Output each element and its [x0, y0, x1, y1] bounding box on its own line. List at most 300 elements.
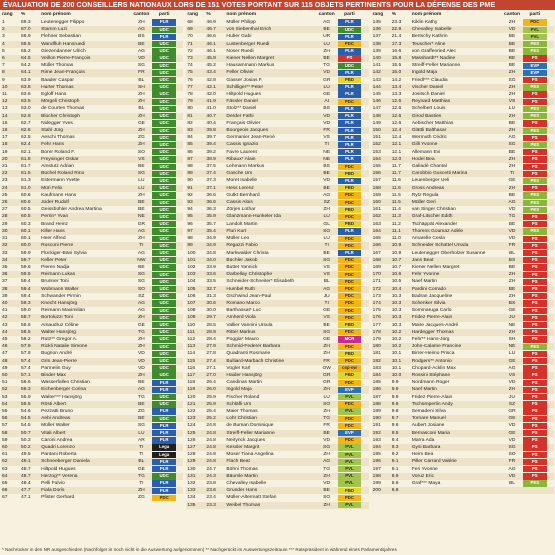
percent-cell: 36.3	[206, 207, 216, 213]
party-badge: PS	[523, 380, 547, 386]
party-badge: UDC	[152, 135, 176, 141]
percent-cell: 46.7	[206, 27, 216, 33]
canton-cell: ZH	[508, 185, 516, 191]
name-cell: Gross Andreas	[411, 185, 445, 191]
party-cell	[338, 206, 362, 213]
canton-cell: LU	[323, 394, 330, 400]
rank-cell: 36	[2, 272, 8, 278]
party-badge: PS	[523, 293, 547, 299]
rank-cell: 101	[187, 257, 196, 263]
table-row	[372, 206, 554, 213]
table-row	[1, 458, 183, 465]
name-cell: Reimann Lukas	[41, 272, 76, 278]
canton-cell: VS	[508, 372, 516, 378]
party-cell	[152, 451, 176, 458]
name-cell: Jans Beat	[411, 257, 434, 263]
canton-cell: JU	[323, 293, 330, 299]
percent-cell: 66.9	[21, 34, 31, 40]
party-cell	[523, 213, 547, 220]
party-badge: PS	[523, 149, 547, 155]
party-cell	[523, 19, 547, 26]
percent-cell: 59.0	[21, 308, 31, 314]
name-cell: Bäumle Martin	[226, 473, 258, 479]
rank-cell: 42	[2, 315, 8, 321]
table-row	[1, 300, 183, 307]
table-row	[186, 329, 368, 336]
percent-cell: 28.9	[206, 329, 216, 335]
rank-cell: 31	[2, 236, 8, 242]
table-row	[186, 286, 368, 293]
party-badge: PLR	[152, 408, 176, 414]
party-badge: PBD	[338, 171, 362, 177]
name-cell: Maire Jacques-André	[411, 322, 459, 328]
canton-cell: ZH	[508, 156, 516, 162]
header-nom: nom prénom	[411, 12, 442, 17]
header-rang: rang	[2, 12, 13, 17]
party-cell	[523, 444, 547, 451]
rank-cell: 46	[2, 344, 8, 350]
percent-cell: 47.7	[21, 488, 31, 494]
percent-cell: 62.7	[21, 120, 31, 126]
table-row	[186, 437, 368, 444]
table-row	[372, 113, 554, 120]
table-row	[186, 33, 368, 40]
party-badge: PS	[523, 164, 547, 170]
name-cell: Herzog** Verena	[41, 473, 78, 479]
rank-cell: 143	[372, 77, 381, 83]
percent-cell: 62.5	[21, 135, 31, 141]
rank-cell: 141	[372, 63, 381, 69]
party-badge: PVL	[338, 502, 362, 508]
percent-cell: 10.2	[391, 329, 402, 335]
table-row	[372, 127, 554, 134]
canton-cell: ZH	[508, 128, 516, 134]
table-row	[186, 394, 368, 401]
party-cell	[152, 264, 176, 271]
table-row	[372, 336, 554, 343]
party-badge: UDC	[152, 55, 176, 61]
rank-cell: 193	[372, 437, 381, 443]
rank-cell: 115	[187, 358, 196, 364]
percent-cell: 57.4	[21, 365, 31, 371]
party-cell	[523, 228, 547, 235]
table-row	[186, 293, 368, 300]
canton-cell: VD	[137, 56, 145, 62]
rank-cell: 59	[2, 437, 8, 443]
canton-cell: GE	[323, 336, 331, 342]
party-badge: UDC	[152, 401, 176, 407]
canton-cell: BE	[508, 192, 516, 198]
percent-cell: 57.1	[21, 372, 31, 378]
rank-cell: 99	[187, 243, 193, 249]
canton-cell: GL	[323, 221, 330, 227]
percent-cell: 26.0	[206, 387, 216, 393]
party-cell	[523, 394, 547, 401]
table-row	[1, 98, 183, 105]
percent-cell: 42.1	[206, 84, 216, 90]
table-row	[186, 473, 368, 480]
table-row	[1, 55, 183, 62]
rank-cell: 197	[372, 466, 381, 472]
party-cell	[523, 458, 547, 465]
rank-cell: 32	[2, 243, 8, 249]
party-badge: PBD	[338, 207, 362, 213]
party-cell	[523, 156, 547, 163]
percent-cell: 45.2	[206, 63, 216, 69]
canton-cell: TI	[509, 171, 515, 177]
canton-cell: VS	[323, 315, 330, 321]
percent-cell: 39.2	[206, 149, 216, 155]
party-badge: PVL	[338, 452, 362, 458]
table-row	[1, 192, 183, 199]
rank-cell: 58	[2, 430, 8, 436]
percent-cell: 59.4	[21, 286, 31, 292]
percent-cell: 10.1	[391, 365, 402, 371]
party-badge: PS	[523, 408, 547, 414]
party-cell	[338, 487, 362, 494]
table-row	[1, 141, 183, 148]
name-cell: Fehr Yvonne	[411, 272, 440, 278]
party-cell	[338, 293, 362, 300]
rank-cell: 195	[372, 452, 381, 458]
name-cell: Geissbühler Andrea Martina	[41, 207, 102, 213]
party-badge: PDC	[338, 416, 362, 422]
name-cell: Pieren Nadja	[41, 264, 70, 270]
table-row	[372, 77, 554, 84]
table-row	[1, 286, 183, 293]
name-cell: Kaufmann Hans	[41, 192, 77, 198]
name-cell: Stamm Luzi	[41, 27, 67, 33]
rank-cell: 169	[372, 264, 381, 270]
percent-cell: 54.6	[21, 408, 31, 414]
canton-cell: TG	[323, 416, 331, 422]
rank-cell: 165	[372, 236, 381, 242]
party-badge: PVL	[338, 466, 362, 472]
percent-cell: 33.5	[206, 279, 216, 285]
canton-cell: VD	[508, 423, 516, 429]
percent-cell: 24.8	[206, 423, 216, 429]
party-badge: UDC	[152, 128, 176, 134]
party-badge: PVL	[338, 444, 362, 450]
canton-cell: BE	[323, 56, 330, 62]
table-row	[372, 307, 554, 314]
party-badge: UDC	[152, 286, 176, 292]
party-cell	[523, 41, 547, 48]
percent-cell: 33.9	[206, 264, 216, 270]
rank-cell: 45	[2, 336, 8, 342]
party-badge: PES	[523, 128, 547, 134]
name-cell: Wermuth Cédric	[411, 135, 447, 141]
party-badge: PS	[523, 437, 547, 443]
name-cell: Chopard-Acklin Max	[411, 365, 456, 371]
canton-cell: BL	[138, 77, 145, 83]
name-cell: Kiener Nellen Margret	[411, 264, 460, 270]
party-cell	[338, 170, 362, 177]
party-cell	[523, 55, 547, 62]
rank-cell: 22	[2, 171, 8, 177]
rank-cell: 176	[372, 315, 381, 321]
party-badge: PES	[523, 178, 547, 184]
rank-cell: 132	[187, 481, 196, 486]
party-cell	[523, 235, 547, 242]
party-badge: PS	[523, 401, 547, 407]
party-cell	[152, 343, 176, 350]
canton-cell: VD	[508, 437, 516, 443]
rank-cell: 92	[187, 192, 193, 198]
rank-cell: 128	[187, 452, 196, 458]
table-row	[186, 199, 368, 206]
name-cell: Aebischer Matthias	[411, 120, 454, 126]
party-cell	[152, 149, 176, 156]
name-cell: Leutenegger Filippo	[41, 20, 85, 25]
percent-cell: 23.4	[206, 495, 216, 501]
party-cell	[338, 271, 362, 278]
rank-cell: 25	[2, 192, 8, 198]
party-cell	[338, 41, 362, 48]
percent-cell: 39.8	[206, 128, 216, 134]
canton-cell: AG	[323, 192, 331, 198]
party-cell	[523, 415, 547, 422]
canton-cell: BE	[323, 430, 330, 436]
party-badge: PDC	[338, 236, 362, 242]
rank-cell: 5	[2, 48, 5, 54]
table-row	[186, 487, 368, 494]
party-cell	[338, 199, 362, 206]
party-cell	[152, 192, 176, 199]
party-badge: UDC	[152, 156, 176, 162]
party-badge: UDC	[152, 329, 176, 335]
rank-cell: 89	[187, 171, 193, 177]
rank-cell: 156	[372, 171, 381, 177]
ranking-tables	[1, 11, 554, 544]
name-cell: Mörgeli Christoph	[41, 99, 80, 105]
canton-cell: OW	[322, 365, 331, 371]
party-cell	[523, 221, 547, 228]
rank-cell: 150	[372, 128, 381, 134]
table-row	[186, 213, 368, 220]
table-row	[186, 350, 368, 357]
canton-cell: AG	[508, 365, 516, 371]
party-badge: PS	[523, 416, 547, 422]
name-cell: Müller Leo	[226, 236, 250, 242]
table-row	[186, 62, 368, 69]
canton-cell: VD	[137, 358, 145, 364]
percent-cell: 62.6	[21, 128, 31, 134]
canton-cell: ZH	[508, 70, 516, 76]
party-cell	[523, 242, 547, 249]
party-cell	[152, 473, 176, 480]
table-row	[372, 250, 554, 257]
percent-cell: 10.3	[391, 315, 402, 321]
table-row	[1, 134, 183, 141]
canton-cell: BL	[138, 459, 145, 465]
table-row	[372, 185, 554, 192]
party-badge: PES	[523, 344, 547, 350]
rank-cell: 77	[187, 84, 193, 90]
percent-cell: 24.8	[206, 437, 216, 443]
party-cell	[338, 113, 362, 120]
party-cell	[152, 84, 176, 91]
table-row	[372, 33, 554, 40]
percent-cell: 63.8	[21, 84, 31, 90]
table-row	[372, 91, 554, 98]
party-cell	[152, 185, 176, 192]
percent-cell: 29.7	[206, 315, 216, 321]
percent-cell: 24.7	[206, 466, 216, 472]
party-cell	[152, 422, 176, 429]
percent-cell: 50.2	[21, 444, 31, 450]
name-cell: Candinas Martin	[226, 380, 263, 386]
canton-cell: SZ	[508, 401, 516, 407]
table-row	[1, 365, 183, 372]
canton-cell: VD	[508, 228, 516, 234]
percent-cell: 12.6	[391, 113, 402, 119]
party-cell	[523, 271, 547, 278]
party-cell	[338, 185, 362, 192]
canton-cell: ZH	[138, 192, 145, 198]
party-badge: PDC	[152, 495, 176, 501]
percent-cell: 25.9	[206, 394, 216, 400]
party-cell	[152, 336, 176, 343]
party-cell	[152, 141, 176, 148]
name-cell: Rime Jean-François	[41, 70, 85, 76]
party-cell	[523, 185, 547, 192]
table-row	[372, 300, 554, 307]
table-row	[372, 141, 554, 148]
party-badge: UDC	[152, 200, 176, 206]
canton-cell: ZG	[137, 135, 145, 141]
party-badge: PLR	[152, 459, 176, 465]
canton-cell: BS	[323, 164, 330, 170]
rank-cell: 39	[2, 293, 8, 299]
party-badge: UDC	[152, 63, 176, 69]
table-row	[186, 77, 368, 84]
party-cell	[152, 170, 176, 177]
canton-cell: SG	[137, 171, 145, 177]
percent-cell: 36.6	[206, 200, 216, 206]
canton-cell: JU	[509, 394, 515, 400]
rank-cell: 100	[187, 250, 196, 256]
table-row	[1, 307, 183, 314]
party-cell	[338, 19, 362, 26]
party-badge: UDC	[152, 250, 176, 256]
canton-cell: LU	[323, 214, 330, 220]
rank-cell: 110	[187, 322, 196, 328]
party-badge: PLR	[338, 113, 362, 119]
party-badge: UDC	[152, 178, 176, 184]
canton-cell: BE	[323, 488, 330, 494]
rank-cell: 162	[372, 214, 381, 220]
table-row	[186, 502, 368, 509]
table-row	[186, 430, 368, 437]
party-badge: MCR	[338, 336, 362, 342]
table-row	[1, 264, 183, 271]
rank-cell: 185	[372, 380, 381, 386]
percent-cell: 10.7	[391, 264, 402, 270]
canton-cell: AG	[323, 286, 331, 292]
percent-cell: 56.3	[21, 387, 31, 393]
party-badge: PS	[523, 214, 547, 220]
canton-cell: BL	[509, 250, 515, 256]
canton-cell: BE	[323, 171, 330, 177]
table-row	[186, 250, 368, 257]
header-pct: %	[206, 12, 211, 17]
rank-cell: 68	[187, 20, 193, 25]
percent-cell: 34.9	[206, 236, 216, 242]
party-cell	[338, 314, 362, 321]
party-badge: PS	[523, 358, 547, 364]
table-row	[372, 55, 554, 62]
rank-cell: 145	[372, 92, 381, 98]
party-badge: PLR	[338, 142, 362, 148]
rank-cell: 37	[2, 279, 8, 285]
table-row	[186, 127, 368, 134]
percent-cell: 49.1	[21, 459, 31, 465]
name-cell: Fehr Hans	[41, 142, 64, 148]
name-cell: Fridez Pierre-Alain	[411, 394, 453, 400]
percent-cell: 58.5	[21, 329, 31, 335]
rank-cell: 44	[2, 329, 8, 335]
table-row	[1, 372, 183, 379]
canton-cell: TI	[324, 243, 329, 249]
percent-cell: 8.6	[391, 481, 399, 486]
rank-cell: 74	[187, 63, 193, 69]
percent-cell: 45.9	[206, 56, 216, 62]
name-cell: Bertschy Kathrin	[411, 34, 448, 40]
canton-cell: BE	[323, 27, 330, 33]
percent-cell: 59.4	[21, 279, 31, 285]
party-badge: PES	[523, 480, 547, 486]
name-cell: Reynard Matthias	[411, 99, 451, 105]
percent-cell: 11.5	[391, 200, 401, 206]
name-cell: Schneider-Schneiter* Elisabeth	[226, 279, 295, 285]
canton-cell: ZH	[508, 92, 516, 98]
canton-cell: LU	[508, 106, 516, 112]
rank-cell: 170	[372, 272, 381, 278]
party-badge: PES	[523, 192, 547, 198]
party-cell	[338, 300, 362, 307]
canton-cell: AG	[508, 466, 516, 472]
party-cell	[338, 322, 362, 329]
canton-cell: AR	[137, 437, 145, 443]
canton-cell: BE	[138, 380, 145, 386]
percent-cell: 27.8	[206, 351, 216, 357]
table-row	[1, 48, 183, 55]
canton-cell: LU	[323, 41, 330, 47]
party-cell	[523, 163, 547, 170]
party-badge: PVL	[338, 394, 362, 400]
table-row	[372, 235, 554, 242]
canton-cell: BE	[138, 401, 145, 407]
rank-cell: 60	[2, 444, 8, 450]
party-badge: UDC	[152, 272, 176, 278]
rank-cell: 125	[187, 430, 196, 436]
party-cell	[152, 41, 176, 48]
percent-cell: 48.7	[21, 466, 31, 472]
ranking-column-3	[372, 11, 554, 544]
percent-cell: 54.5	[21, 423, 31, 429]
table-row	[186, 19, 368, 26]
canton-cell: ZH	[508, 20, 516, 25]
name-cell: Bulliard-Marbach Christine	[226, 358, 285, 364]
party-badge: PS	[523, 135, 547, 141]
canton-cell: SO	[323, 495, 331, 501]
canton-cell: VD	[508, 27, 516, 33]
party-badge: UDC	[152, 473, 176, 479]
rank-cell: 198	[372, 473, 381, 479]
canton-cell: ZH	[323, 351, 330, 357]
table-row	[372, 98, 554, 105]
